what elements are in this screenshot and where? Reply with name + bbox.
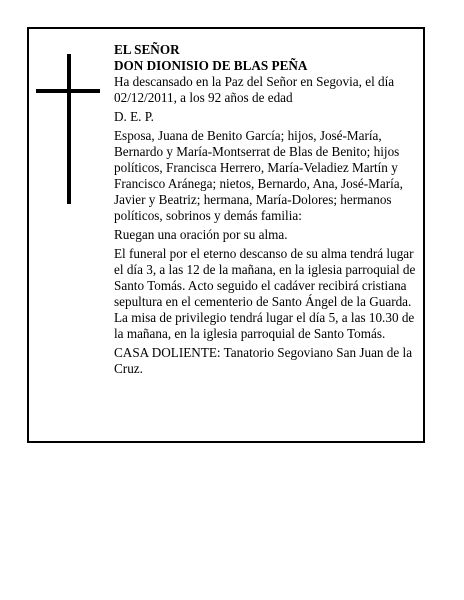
cross-horizontal-bar <box>36 89 100 93</box>
cross-vertical-bar <box>67 54 71 204</box>
cross-icon <box>36 54 100 204</box>
title-honorific: EL SEÑOR <box>114 42 180 57</box>
family-list: Esposa, Juana de Benito García; hijos, José-María, Bernardo y María-Montserrat de Blas de Benito; hijos políticos, Francisca Herrero, María-Veladiez Martín y Francisco Aránega; nietos, Bernardo, Ana, José-María, Javier y Beatriz; hermana, María-Dolores; hermanos políticos, sobrinos y demás familia: <box>114 128 403 223</box>
funeral-home: CASA DOLIENTE: Tanatorio Segoviano San Juan de la Cruz. <box>114 345 413 376</box>
funeral-details: El funeral por el eterno descanso de su alma tendrá lugar el día 3, a las 12 de la mañana, en la iglesia parroquial de Santo Tomás. Acto seguido el cadáver recibirá cristiana sepultura en el cementerio de Santo Ángel de la Guarda. La misa de privilegio tendrá lugar el día 5, a las 10.30 de la mañana, en la iglesia parroquial de Santo Tomás. <box>114 246 416 341</box>
prayer-request: Ruegan una oración por su alma. <box>114 227 288 242</box>
deceased-name: DON DIONISIO DE BLAS PEÑA <box>114 58 308 73</box>
death-announcement: Ha descansado en la Paz del Señor en Segovia, el día 02/12/2011, a los 92 años de edad <box>114 74 395 105</box>
obituary-notice <box>27 27 425 443</box>
notice-text <box>114 42 416 380</box>
rip-abbreviation: D. E. P. <box>114 109 154 124</box>
